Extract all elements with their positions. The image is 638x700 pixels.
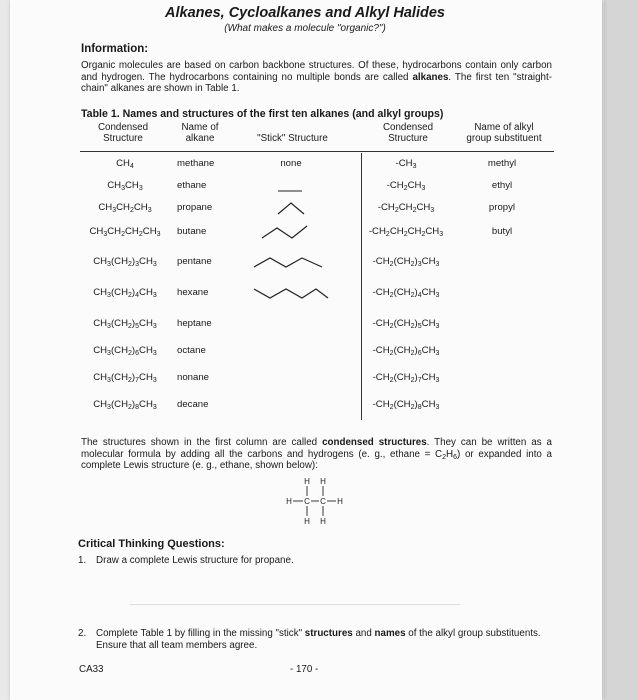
pentane-stick-structure	[250, 254, 332, 272]
lewis-c-right: C	[320, 497, 326, 506]
alkyl-substituent-4: butyl	[491, 226, 513, 237]
alkane-name-1: methane	[177, 158, 215, 169]
alkyl-condensed-7: $-CH_2(CH_2)_5CH_3$	[372, 318, 440, 330]
stick-structure-text-1: none	[280, 158, 302, 169]
condensed-paragraph: The structures shown in the first column are called condensed structures. They can be written as a molecular formula by adding all the carbons and hydrogens (e. g., ethane = $C_2H_6$) or expanded into a complete Lewis structure (e. g., ethane, shown below):	[81, 437, 552, 471]
condensed-structure-3: $CH_3CH_2CH_3$	[98, 202, 152, 214]
ethane-stick-line	[250, 187, 332, 195]
alkyl-condensed-9: $-CH_2(CH_2)_7CH_3$	[372, 372, 440, 384]
alkane-name-2: ethane	[177, 180, 207, 191]
adjacent-page-edge	[604, 0, 638, 700]
condensed-structure-1: $CH_4$	[116, 158, 134, 170]
alkyl-substituent-1: methyl	[487, 158, 517, 169]
alkyl-condensed-2: $-CH_2CH_3$	[386, 180, 426, 192]
condensed-structure-6: $CH_3(CH_2)_4CH_3$	[93, 287, 157, 299]
info-paragraph: Organic molecules are based on carbon backbone structures. Of these, hydrocarbons contain only carbon and hydrogen. The hydrocarbons containing no multiple bonds are called alkanes. The first ten "straight-chain" alkanes are shown in Table 1.	[81, 60, 552, 94]
condensed-structure-7: $CH_3(CH_2)_5CH_3$	[93, 318, 157, 330]
alkane-name-3: propane	[177, 202, 213, 213]
answer-space-shadow	[130, 604, 460, 605]
alkyl-condensed-6: $-CH_2(CH_2)_4CH_3$	[372, 287, 440, 299]
alkane-name-10: decane	[177, 399, 209, 410]
alkyl-condensed-4: $-CH_2CH_2CH_2CH_3$	[368, 226, 444, 238]
page-subtitle: (What makes a molecule "organic?")	[224, 23, 386, 34]
butane-stick-structure	[250, 222, 332, 242]
alkane-name-9: nonane	[177, 372, 210, 383]
question-1: 1. Draw a complete Lewis structure for propane.	[78, 555, 294, 566]
header-alkyl-name: Name of alkyl group substituent	[466, 122, 542, 144]
lewis-h-bottom-right: H	[320, 517, 326, 526]
lewis-h-right: H	[337, 497, 343, 506]
page-title: Alkanes, Cycloalkanes and Alkyl Halides	[165, 5, 445, 21]
lewis-h-top-right: H	[320, 477, 326, 486]
alkyl-condensed-8: $-CH_2(CH_2)_6CH_3$	[372, 345, 440, 357]
ctq-heading: Critical Thinking Questions:	[78, 538, 225, 550]
footer-page-number: - 170 -	[290, 664, 319, 675]
alkyl-substituent-3: propyl	[488, 202, 516, 213]
alkyl-condensed-1: $-CH_3$	[395, 158, 417, 170]
propane-stick-structure	[250, 198, 332, 218]
alkyl-condensed-5: $-CH_2(CH_2)_3CH_3$	[372, 256, 440, 268]
ethane-lewis-structure	[283, 474, 347, 530]
info-heading: Information:	[81, 43, 149, 55]
header-condensed: Condensed Structure	[97, 122, 149, 144]
alkane-name-4: butane	[177, 226, 207, 237]
lewis-h-top-left: H	[304, 477, 310, 486]
lewis-h-bottom-left: H	[304, 517, 310, 526]
alkane-name-7: heptane	[177, 318, 212, 329]
lewis-c-left: C	[304, 497, 310, 506]
alkyl-condensed-10: $-CH_2(CH_2)_8CH_3$	[372, 399, 440, 411]
alkane-name-5: pentane	[177, 256, 212, 267]
lewis-h-left: H	[286, 497, 292, 506]
table-column-divider	[361, 153, 362, 420]
condensed-structure-2: $CH_3CH_3$	[107, 180, 143, 192]
table-caption: Table 1. Names and structures of the first ten alkanes (and alkyl groups)	[81, 108, 444, 120]
condensed-structure-5: $CH_3(CH_2)_3CH_3$	[93, 256, 157, 268]
header-stick: "Stick" Structure	[257, 133, 328, 144]
alkane-name-8: octane	[177, 345, 206, 356]
condensed-structure-9: $CH_3(CH_2)_7CH_3$	[93, 372, 157, 384]
header-alkane-name: Name of alkane	[181, 122, 219, 144]
alkyl-substituent-2: ethyl	[491, 180, 513, 191]
header-alkyl-condensed: Condensed Structure	[382, 122, 434, 144]
hexane-stick-structure	[250, 284, 332, 302]
condensed-structure-8: $CH_3(CH_2)_6CH_3$	[93, 345, 157, 357]
condensed-structure-4: $CH_3CH_2CH_2CH_3$	[89, 226, 161, 238]
table-header-rule	[80, 151, 554, 152]
alkyl-condensed-3: $-CH_2CH_2CH_3$	[377, 202, 435, 214]
footer-code: CA33	[79, 664, 104, 675]
condensed-structure-10: $CH_3(CH_2)_8CH_3$	[93, 399, 157, 411]
question-2: 2. Complete Table 1 by filling in the missing "stick" structures and names of the alkyl group substituents. Ensure that all team members agree.	[78, 628, 541, 651]
alkane-name-6: hexane	[177, 287, 209, 298]
